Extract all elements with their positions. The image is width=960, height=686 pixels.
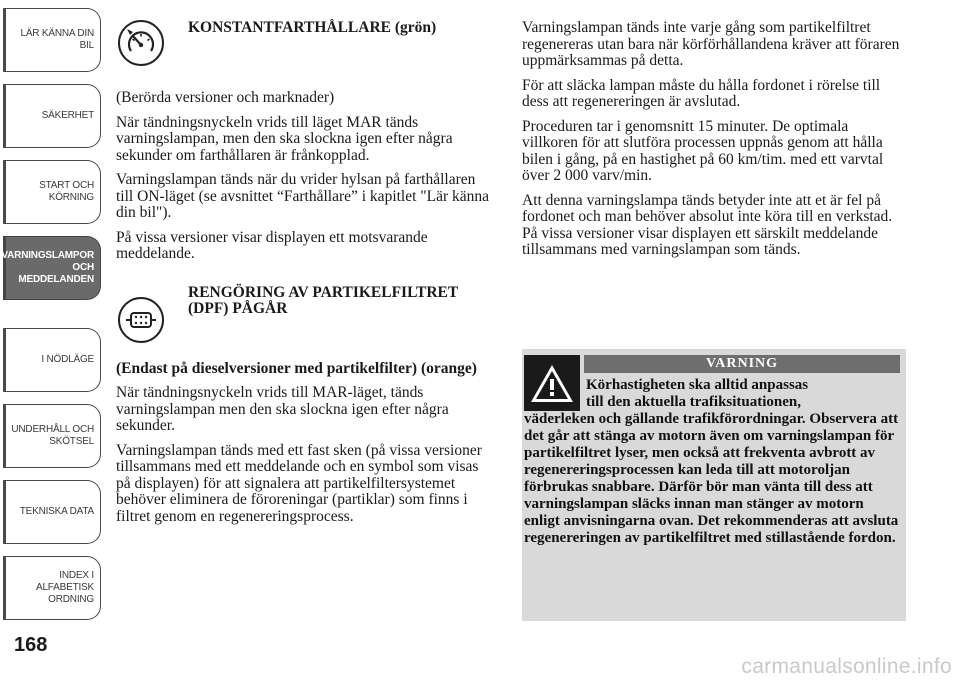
warning-box xyxy=(522,349,906,621)
tab-underhall-och-skotsel[interactable]: UNDERHÅLL OCH SKÖTSEL xyxy=(3,404,101,468)
cruise-p1: (Berörda versioner och marknader) xyxy=(116,89,335,106)
right-p1: Varningslampan tänds inte varje gång som partikelfiltret regenereras utan bara när körförhållandena kräver att föraren uppmärksammas på detta. xyxy=(522,19,900,69)
left-column xyxy=(116,20,494,533)
tab-sakerhet[interactable]: SÄKERHET xyxy=(3,84,101,148)
tab-varningslampor-och-meddelanden[interactable]: VARNINGSLAMPOR OCH MEDDELANDEN xyxy=(3,236,101,300)
cruise-control-heading: KONSTANTFARTHÅLLARE (grön) xyxy=(188,19,437,36)
dpf-heading: RENGÖRING AV PARTIKELFILTRET (DPF) PÅGÅR xyxy=(188,283,458,317)
cruise-p4: På vissa versioner visar displayen ett motsvarande meddelande. xyxy=(116,228,428,262)
right-column xyxy=(522,20,906,267)
warning-line-1: Körhastigheten ska alltid anpassas xyxy=(586,377,809,393)
right-p4: Att denna varningslampa tänds betyder inte att et är fel på fordonet och man behöver absolut inte köra till en verkstad. På vissa versioner visar displayen ett särskilt meddelande tillsammans med varningslampan som tänds. xyxy=(522,191,893,258)
right-p3: Proceduren tar i genomsnitt 15 minuter. De optimala villkoren för att slutföra processen uppnås genom att hålla bilen i gång, på en hastighet på 60 km/tim. med ett varvtal över 2 000 varv/min. xyxy=(522,117,884,184)
tab-start-och-korning[interactable]: START OCH KÖRNING xyxy=(3,160,101,224)
particulate-filter-icon xyxy=(118,297,164,343)
tab-i-nodlage[interactable]: I NÖDLÄGE xyxy=(3,328,101,392)
page-number: 168 xyxy=(14,634,48,656)
cruise-control-section-header xyxy=(116,20,494,90)
tab-tekniska-data[interactable]: TEKNISKA DATA xyxy=(3,480,101,544)
dpf-section-header xyxy=(116,285,494,361)
warning-triangle-icon xyxy=(524,355,580,411)
cruise-p2: När tändningsnyckeln vrids till läget MAR tänds varningslampan, men den ska slockna igen efter några sekunder om farthållaren är frånkopplad. xyxy=(116,113,453,164)
watermark: carmanualsonline.info xyxy=(741,655,952,678)
right-p2: För att släcka lampan måste du hålla fordonet i rörelse till dess att regenereringen är avslutad. xyxy=(522,76,881,110)
warning-line-2: till den aktuella trafiksituationen, xyxy=(586,394,802,410)
cruise-control-icon xyxy=(118,20,164,66)
dpf-p1: (Endast på dieselversioner med partikelfilter) (orange) xyxy=(116,359,477,377)
dpf-p3: Varningslampan tänds med ett fast sken (på vissa versioner tillsammans med ett meddelande och en symbol som visas på displayen) för att signalera att partikelfiltersystemet behöver eliminera de föroreningar (partiklar) som finns i filtret genom en regenereringsprocess. xyxy=(116,441,482,525)
warning-title: VARNING xyxy=(584,355,900,373)
dpf-p2: När tändningsnyckeln vrids till MAR-läget, tänds varningslampan men den ska slockna igen efter några sekunder. xyxy=(116,384,449,434)
cruise-p3: Varningslampan tänds när du vrider hylsan på farthållaren till ON-läget (se avsnittet “Farthållare” i kapitlet "Lär känna din bil"). xyxy=(116,171,490,221)
tab-index[interactable]: INDEX I ALFABETISK ORDNING xyxy=(3,556,101,620)
tab-lar-kanna-din-bil[interactable]: LÄR KÄNNA DIN BIL xyxy=(3,8,101,72)
warning-text xyxy=(524,377,900,547)
warning-rest: väderleken och gällande trafikförordningar. Observera att det går att stänga av motorn även om varningslampan för partikelfiltret lyser, men också att frekventa avbrott av regenereringsprocessen kan leda till att motoroljan förbrukas snabbare. Därför bör man vänta till dess att varningslampan släcks innan man stänger av motorn enligt anvisningarna ovan. Det rekommenderas att avsluta regenereringen av partikelfiltret med stillastående fordon. xyxy=(524,411,899,546)
